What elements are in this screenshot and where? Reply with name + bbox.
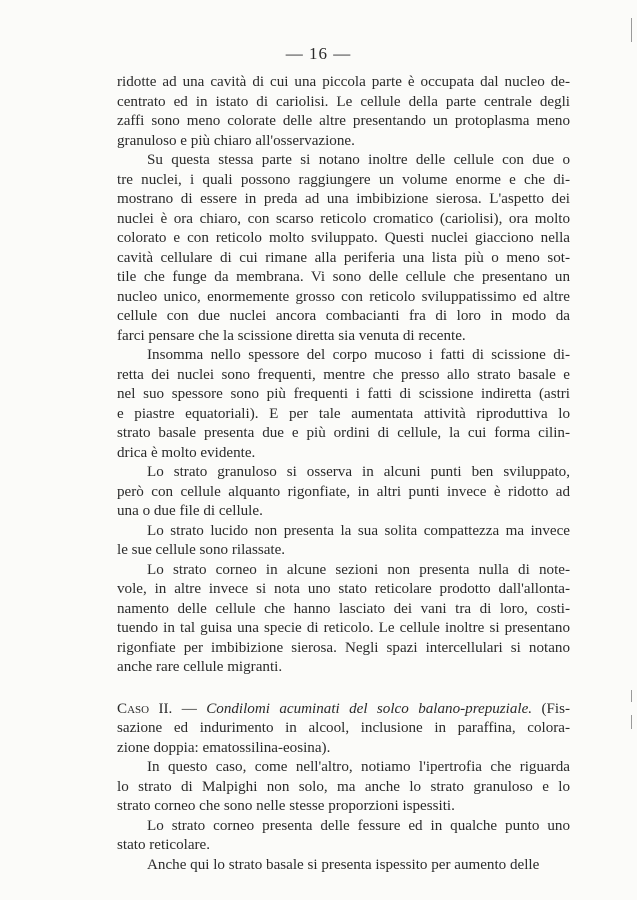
text-line: Su questa stessa parte si notano inoltre delle cellule con due o xyxy=(147,152,570,168)
text-line: nel suo spessore sono più frequenti i fatti di scissione indiretta (astri xyxy=(117,386,570,402)
text-line: Lo strato granuloso si osserva in alcuni punti ben sviluppato, xyxy=(147,464,570,480)
case-heading-rest: (Fis- xyxy=(541,700,571,717)
text-line: Anche qui lo strato basale si presenta ispessito per aumento delle xyxy=(147,856,540,873)
case-heading-continuation xyxy=(117,719,570,758)
text-line: le sue cellule sono rilassate. xyxy=(117,542,286,558)
text-line: tuendo in tal guisa una specie di reticolo. Le cellule inoltre si presentano xyxy=(117,620,570,636)
text-line: Lo strato corneo presenta delle fessure ed in qualche punto uno xyxy=(147,817,570,834)
text-line: retta dei nuclei sono frequenti, mentre che presso allo strato basale e xyxy=(117,366,570,383)
text-line: namento delle cellule che hanno lasciato dei vani tra di loro, costi- xyxy=(117,600,570,617)
margin-mark xyxy=(631,18,632,42)
case-label: Caso II. — xyxy=(117,700,197,717)
text-line: zione doppia: ematossilina-eosina). xyxy=(117,739,331,756)
page-number: — 16 — xyxy=(285,44,352,63)
text-line: mostrano di essere in preda ad una imbibizione sierosa. L'aspetto dei xyxy=(117,191,570,207)
text-line: stato reticolare. xyxy=(117,837,211,853)
margin-mark xyxy=(631,690,632,702)
text-line: drica è molto evidente. xyxy=(117,444,256,461)
text-line: In questo caso, come nell'altro, notiamo l'ipertrofia che riguarda xyxy=(147,759,570,775)
text-line: ridotte ad una cavità di cui una piccola parte è occupata dal nucleo de- xyxy=(117,74,570,90)
text-line: vole, in altre invece si nota uno stato reticolare prodotto dall'allonta- xyxy=(117,581,570,597)
text-line: zaffi sono meno colorate delle altre presentando un protoplasma meno xyxy=(117,113,570,129)
paragraphs-before xyxy=(117,73,570,678)
text-line: Insomma nello spessore del corpo mucoso i fatti di scissione di- xyxy=(147,347,570,363)
text-line: nuclei è ora chiaro, con scarso reticolo cromatico (cariolisi), ora molto xyxy=(117,210,570,227)
body-text xyxy=(117,73,570,875)
text-line: cavità cellulare di cui rimane alla periferia una lista più o meno sot- xyxy=(117,249,570,266)
text-line: colorato e con reticolo molto sviluppato. Questi nuclei giacciono nella xyxy=(117,230,570,246)
text-line: strato basale presenta due e più ordini di cellule, la cui forma cilin- xyxy=(117,425,570,441)
case-title: Condilomi acuminati del solco balano-prepuziale. xyxy=(206,700,533,717)
text-line: centrato ed in istato di cariolisi. Le cellule della parte centrale degli xyxy=(117,93,570,110)
text-line: rigonfiate per imbibizione sierosa. Negli spazi intercellulari si notano xyxy=(117,639,570,656)
text-line: tile che funge da membrana. Vi sono delle cellule che presentano un xyxy=(117,269,570,285)
text-line: granuloso e più chiaro all'osservazione. xyxy=(117,132,355,149)
case-heading-line-1 xyxy=(117,700,570,720)
text-line: Lo strato corneo in alcune sezioni non presenta nulla di note- xyxy=(147,561,570,578)
text-line: tre nuclei, i quali possono raggiungere un volume enorme e che di- xyxy=(117,171,570,188)
text-line: nucleo unico, enormemente grosso con reticolo sviluppatissimo ed altre xyxy=(117,288,570,305)
text-line: però con cellule alquanto rigonfiate, in altri punti invece è ridotto ad xyxy=(117,483,570,500)
margin-mark xyxy=(631,715,632,729)
paragraphs-after xyxy=(117,758,570,875)
text-line: e piastre equatoriali). E per tale aumentata attività riproduttiva lo xyxy=(117,405,570,422)
text-line: anche rare cellule migranti. xyxy=(117,659,283,675)
text-line: sazione ed indurimento in alcool, inclusione in paraffina, colora- xyxy=(117,720,570,736)
text-line: Lo strato lucido non presenta la sua solita compattezza ma invece xyxy=(147,522,570,539)
text-line: cellule con due nuclei ancora combacianti fra di loro in modo da xyxy=(117,308,570,324)
text-line: lo strato di Malpighi non solo, ma anche lo strato granuloso e lo xyxy=(117,778,570,795)
text-line: strato corneo che sono nelle stesse proporzioni ispessiti. xyxy=(117,798,455,814)
text-line: farci pensare che la scissione diretta sia venuta di recente. xyxy=(117,327,466,344)
text-line: una o due file di cellule. xyxy=(117,503,263,519)
